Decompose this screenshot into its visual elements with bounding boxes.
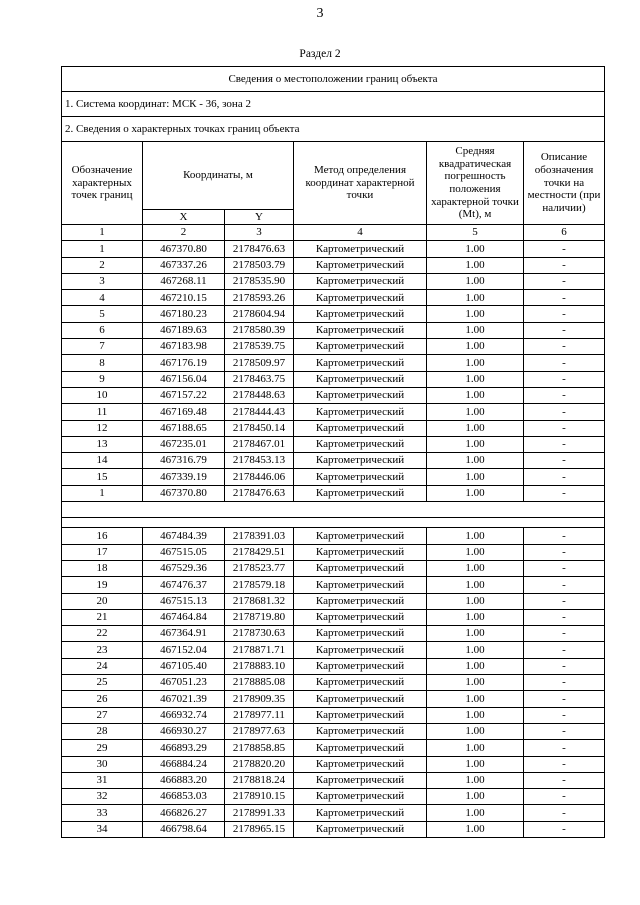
table-row (62, 290, 605, 306)
method: Картометрический (294, 560, 427, 576)
x-coordinate: 467210.15 (143, 290, 225, 306)
y-coordinate: 2178977.63 (225, 723, 294, 739)
description: - (524, 805, 605, 821)
method: Картометрический (294, 577, 427, 593)
method: Картометрический (294, 485, 427, 501)
description: - (524, 469, 605, 485)
point-id: 30 (62, 756, 143, 772)
x-coordinate: 466853.03 (143, 789, 225, 805)
error-value: 1.00 (427, 740, 524, 756)
point-id: 6 (62, 322, 143, 338)
x-coordinate: 467337.26 (143, 257, 225, 273)
header-x: X (143, 210, 225, 225)
description: - (524, 707, 605, 723)
table-row (62, 528, 605, 544)
x-coordinate: 467529.36 (143, 560, 225, 576)
header-error: Средняя квадратическая погрешность положения характерной точки (Mt), м (427, 142, 524, 225)
table-row (62, 485, 605, 501)
error-value: 1.00 (427, 805, 524, 821)
x-coordinate: 467235.01 (143, 436, 225, 452)
table-row (62, 789, 605, 805)
description: - (524, 609, 605, 625)
x-coordinate: 466932.74 (143, 707, 225, 723)
point-id: 23 (62, 642, 143, 658)
table-row (62, 691, 605, 707)
description: - (524, 257, 605, 273)
x-coordinate: 466883.20 (143, 772, 225, 788)
error-value: 1.00 (427, 544, 524, 560)
point-id: 17 (62, 544, 143, 560)
separator-row (62, 502, 605, 518)
x-coordinate: 467339.19 (143, 469, 225, 485)
error-value: 1.00 (427, 306, 524, 322)
y-coordinate: 2178446.06 (225, 469, 294, 485)
description: - (524, 436, 605, 452)
method: Картометрический (294, 528, 427, 544)
section-label: Раздел 2 (299, 48, 341, 60)
table-row (62, 805, 605, 821)
x-coordinate: 467152.04 (143, 642, 225, 658)
point-id: 13 (62, 436, 143, 452)
table-row (62, 675, 605, 691)
y-coordinate: 2178503.79 (225, 257, 294, 273)
description: - (524, 485, 605, 501)
table-row (62, 577, 605, 593)
y-coordinate: 2178539.75 (225, 339, 294, 355)
error-value: 1.00 (427, 577, 524, 593)
y-coordinate: 2178467.01 (225, 436, 294, 452)
y-coordinate: 2178885.08 (225, 675, 294, 691)
x-coordinate: 467180.23 (143, 306, 225, 322)
x-coordinate: 467105.40 (143, 658, 225, 674)
y-coordinate: 2178593.26 (225, 290, 294, 306)
column-number: 1 (62, 225, 143, 241)
point-id: 27 (62, 707, 143, 723)
x-coordinate: 467183.98 (143, 339, 225, 355)
method: Картометрический (294, 404, 427, 420)
y-coordinate: 2178730.63 (225, 626, 294, 642)
point-id: 8 (62, 355, 143, 371)
y-coordinate: 2178453.13 (225, 453, 294, 469)
point-id: 7 (62, 339, 143, 355)
error-value: 1.00 (427, 691, 524, 707)
description: - (524, 675, 605, 691)
y-coordinate: 2178681.32 (225, 593, 294, 609)
x-coordinate: 467476.37 (143, 577, 225, 593)
x-coordinate: 467515.05 (143, 544, 225, 560)
table-row (62, 436, 605, 452)
table-row (62, 821, 605, 837)
table-row (62, 560, 605, 576)
x-coordinate: 466930.27 (143, 723, 225, 739)
description: - (524, 528, 605, 544)
point-id: 15 (62, 469, 143, 485)
error-value: 1.00 (427, 707, 524, 723)
table-row (62, 544, 605, 560)
error-value: 1.00 (427, 290, 524, 306)
method: Картометрический (294, 789, 427, 805)
method: Картометрический (294, 436, 427, 452)
table-row (62, 306, 605, 322)
method: Картометрический (294, 257, 427, 273)
error-value: 1.00 (427, 723, 524, 739)
column-number: 2 (143, 225, 225, 241)
point-id: 28 (62, 723, 143, 739)
x-coordinate: 467370.80 (143, 485, 225, 501)
y-coordinate: 2178476.63 (225, 485, 294, 501)
point-id: 29 (62, 740, 143, 756)
column-number: 4 (294, 225, 427, 241)
method: Картометрический (294, 420, 427, 436)
header-method: Метод определения координат характерной точки (294, 142, 427, 225)
table-row (62, 355, 605, 371)
point-id: 20 (62, 593, 143, 609)
method: Картометрический (294, 387, 427, 403)
error-value: 1.00 (427, 593, 524, 609)
error-value: 1.00 (427, 528, 524, 544)
method: Картометрический (294, 273, 427, 289)
separator-row-cell (62, 502, 605, 518)
header-description: Описание обозначения точки на местности (при наличии) (524, 142, 605, 225)
x-coordinate: 467515.13 (143, 593, 225, 609)
error-value: 1.00 (427, 789, 524, 805)
table-row (62, 371, 605, 387)
method: Картометрический (294, 306, 427, 322)
description: - (524, 387, 605, 403)
x-coordinate: 467464.84 (143, 609, 225, 625)
x-coordinate: 467188.65 (143, 420, 225, 436)
error-value: 1.00 (427, 273, 524, 289)
gap-row (62, 518, 605, 528)
description: - (524, 626, 605, 642)
point-id: 21 (62, 609, 143, 625)
point-id: 3 (62, 273, 143, 289)
method: Картометрический (294, 322, 427, 338)
error-value: 1.00 (427, 339, 524, 355)
error-value: 1.00 (427, 420, 524, 436)
error-value: 1.00 (427, 772, 524, 788)
description: - (524, 560, 605, 576)
y-coordinate: 2178391.03 (225, 528, 294, 544)
y-coordinate: 2178509.97 (225, 355, 294, 371)
method: Картометрический (294, 723, 427, 739)
y-coordinate: 2178910.15 (225, 789, 294, 805)
error-value: 1.00 (427, 241, 524, 257)
error-value: 1.00 (427, 469, 524, 485)
column-number: 3 (225, 225, 294, 241)
method: Картометрический (294, 691, 427, 707)
y-coordinate: 2178818.24 (225, 772, 294, 788)
description: - (524, 404, 605, 420)
error-value: 1.00 (427, 322, 524, 338)
x-coordinate: 466826.27 (143, 805, 225, 821)
description: - (524, 290, 605, 306)
error-value: 1.00 (427, 626, 524, 642)
method: Картометрический (294, 544, 427, 560)
column-number: 5 (427, 225, 524, 241)
y-coordinate: 2178871.71 (225, 642, 294, 658)
method: Картометрический (294, 707, 427, 723)
point-id: 11 (62, 404, 143, 420)
point-id: 31 (62, 772, 143, 788)
description: - (524, 593, 605, 609)
x-coordinate: 467364.91 (143, 626, 225, 642)
table-row (62, 626, 605, 642)
boundary-points-table (61, 66, 605, 838)
y-coordinate: 2178820.20 (225, 756, 294, 772)
description: - (524, 306, 605, 322)
point-id: 18 (62, 560, 143, 576)
method: Картометрический (294, 469, 427, 485)
column-numbers-row (62, 225, 605, 241)
point-id: 22 (62, 626, 143, 642)
method: Картометрический (294, 609, 427, 625)
y-coordinate: 2178476.63 (225, 241, 294, 257)
x-coordinate: 467316.79 (143, 453, 225, 469)
x-coordinate: 467156.04 (143, 371, 225, 387)
error-value: 1.00 (427, 658, 524, 674)
point-id: 16 (62, 528, 143, 544)
x-coordinate: 467370.80 (143, 241, 225, 257)
method: Картометрический (294, 355, 427, 371)
point-id: 9 (62, 371, 143, 387)
table-row (62, 241, 605, 257)
error-value: 1.00 (427, 821, 524, 837)
point-id: 2 (62, 257, 143, 273)
error-value: 1.00 (427, 675, 524, 691)
method: Картометрический (294, 740, 427, 756)
table-title: Сведения о местоположении границ объекта (62, 67, 605, 92)
x-coordinate: 467176.19 (143, 355, 225, 371)
description: - (524, 453, 605, 469)
y-coordinate: 2178429.51 (225, 544, 294, 560)
table-row (62, 453, 605, 469)
x-coordinate: 467021.39 (143, 691, 225, 707)
y-coordinate: 2178579.18 (225, 577, 294, 593)
description: - (524, 691, 605, 707)
description: - (524, 723, 605, 739)
error-value: 1.00 (427, 609, 524, 625)
description: - (524, 420, 605, 436)
x-coordinate: 467157.22 (143, 387, 225, 403)
gap-row-cell (62, 518, 605, 528)
point-id: 14 (62, 453, 143, 469)
method: Картометрический (294, 241, 427, 257)
table-row (62, 339, 605, 355)
description: - (524, 577, 605, 593)
y-coordinate: 2178444.43 (225, 404, 294, 420)
point-id: 24 (62, 658, 143, 674)
point-id: 1 (62, 241, 143, 257)
y-coordinate: 2178523.77 (225, 560, 294, 576)
method: Картометрический (294, 453, 427, 469)
method: Картометрический (294, 642, 427, 658)
table-row (62, 257, 605, 273)
table-row (62, 273, 605, 289)
table-row (62, 707, 605, 723)
method: Картометрический (294, 593, 427, 609)
error-value: 1.00 (427, 642, 524, 658)
table-row (62, 740, 605, 756)
description: - (524, 740, 605, 756)
error-value: 1.00 (427, 756, 524, 772)
error-value: 1.00 (427, 404, 524, 420)
header-y: Y (225, 210, 294, 225)
error-value: 1.00 (427, 371, 524, 387)
x-coordinate: 467189.63 (143, 322, 225, 338)
point-id: 34 (62, 821, 143, 837)
description: - (524, 642, 605, 658)
y-coordinate: 2178450.14 (225, 420, 294, 436)
error-value: 1.00 (427, 387, 524, 403)
error-value: 1.00 (427, 485, 524, 501)
description: - (524, 789, 605, 805)
y-coordinate: 2178883.10 (225, 658, 294, 674)
table-row (62, 609, 605, 625)
point-id: 26 (62, 691, 143, 707)
error-value: 1.00 (427, 436, 524, 452)
page-number: 3 (316, 6, 324, 21)
method: Картометрический (294, 626, 427, 642)
point-id: 19 (62, 577, 143, 593)
table-row (62, 420, 605, 436)
header-point-designation: Обозначение характерных точек границ (62, 142, 143, 225)
x-coordinate: 467268.11 (143, 273, 225, 289)
method: Картометрический (294, 371, 427, 387)
point-id: 25 (62, 675, 143, 691)
y-coordinate: 2178909.35 (225, 691, 294, 707)
y-coordinate: 2178535.90 (225, 273, 294, 289)
table-row (62, 723, 605, 739)
point-id: 1 (62, 485, 143, 501)
method: Картометрический (294, 290, 427, 306)
method: Картометрический (294, 339, 427, 355)
x-coordinate: 466893.29 (143, 740, 225, 756)
x-coordinate: 466798.64 (143, 821, 225, 837)
y-coordinate: 2178965.15 (225, 821, 294, 837)
method: Картометрический (294, 805, 427, 821)
x-coordinate: 466884.24 (143, 756, 225, 772)
table-row (62, 404, 605, 420)
points-heading: 2. Сведения о характерных точках границ объекта (62, 117, 605, 142)
description: - (524, 355, 605, 371)
description: - (524, 658, 605, 674)
coordinate-system: 1. Система координат: МСК - 36, зона 2 (62, 92, 605, 117)
description: - (524, 241, 605, 257)
description: - (524, 544, 605, 560)
y-coordinate: 2178858.85 (225, 740, 294, 756)
y-coordinate: 2178991.33 (225, 805, 294, 821)
method: Картометрический (294, 675, 427, 691)
error-value: 1.00 (427, 560, 524, 576)
table-row (62, 322, 605, 338)
description: - (524, 772, 605, 788)
y-coordinate: 2178463.75 (225, 371, 294, 387)
point-id: 12 (62, 420, 143, 436)
x-coordinate: 467051.23 (143, 675, 225, 691)
description: - (524, 339, 605, 355)
method: Картометрический (294, 772, 427, 788)
y-coordinate: 2178604.94 (225, 306, 294, 322)
error-value: 1.00 (427, 355, 524, 371)
method: Картометрический (294, 658, 427, 674)
description: - (524, 821, 605, 837)
method: Картометрический (294, 821, 427, 837)
table-row (62, 772, 605, 788)
error-value: 1.00 (427, 453, 524, 469)
description: - (524, 371, 605, 387)
y-coordinate: 2178580.39 (225, 322, 294, 338)
x-coordinate: 467169.48 (143, 404, 225, 420)
table-row (62, 642, 605, 658)
point-id: 32 (62, 789, 143, 805)
header-coordinates: Координаты, м (143, 142, 294, 210)
table-row (62, 756, 605, 772)
table-row (62, 387, 605, 403)
point-id: 33 (62, 805, 143, 821)
x-coordinate: 467484.39 (143, 528, 225, 544)
table-row (62, 593, 605, 609)
table-row (62, 658, 605, 674)
y-coordinate: 2178719.80 (225, 609, 294, 625)
method: Картометрический (294, 756, 427, 772)
description: - (524, 756, 605, 772)
column-number: 6 (524, 225, 605, 241)
point-id: 5 (62, 306, 143, 322)
table-row (62, 469, 605, 485)
description: - (524, 322, 605, 338)
point-id: 4 (62, 290, 143, 306)
y-coordinate: 2178977.11 (225, 707, 294, 723)
y-coordinate: 2178448.63 (225, 387, 294, 403)
error-value: 1.00 (427, 257, 524, 273)
point-id: 10 (62, 387, 143, 403)
description: - (524, 273, 605, 289)
